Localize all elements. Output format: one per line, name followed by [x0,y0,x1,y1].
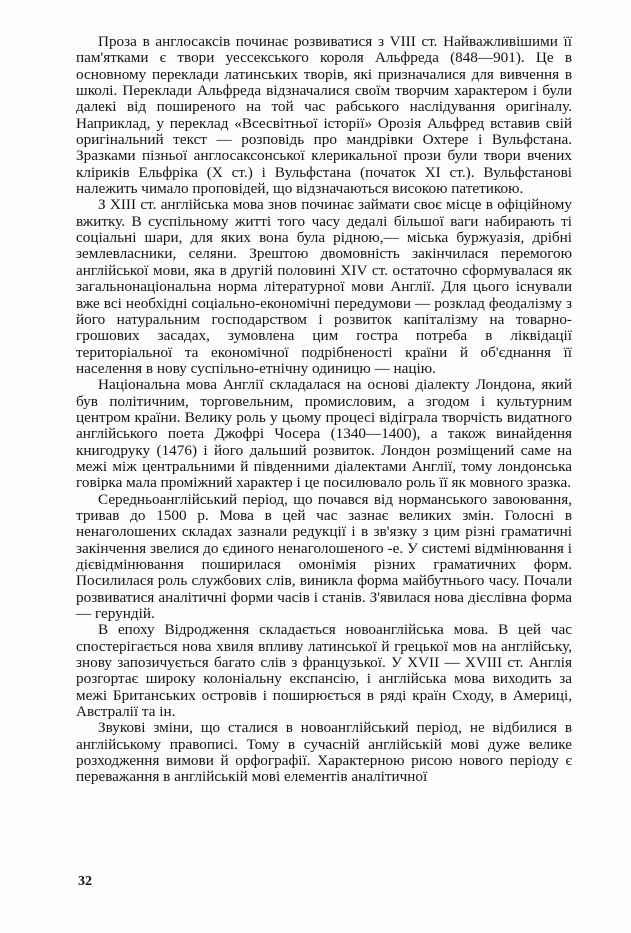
paragraph-official-use: З XIII ст. англійська мова знов починає займати своє місце в офіційному вжитку. В суспільному житті того часу дедалі більшої ваги набирають ті соціальні шари, для яких вона була рідною,— міська буржуазія, дрібні землевласники, селяни. Зрештою двомовність закінчилася перемогою англійської мови, яка в другій половині XIV ст. остаточно сформувалася як загальнонаціональна норма літературної мови Англії. Для цього існували вже всі необхідні соціально-економічні передумови — розклад феодалізму з його натуральним господарством і розвиток капіталізму на товарно-грошових засадах, зумовлена цим гостра потреба в ліквідації територіальної та економічної подрібненості країни й об'єднання її населення в нову суспільно-етнічну одиницю — націю. [76,196,572,377]
paragraph-sound-changes: Звукові зміни, що сталися в новоанглійський період, не відбилися в англійському правописі. Тому в сучасній англійській мові дуже велике розходження вимови й орфографії. Характерною рисою нового періоду є переважання в англійській мові елементів аналітичної [76,719,572,786]
page-number: 32 [78,874,92,889]
paragraph-prose-anglo-saxons: Проза в англосаксів починає розвиватися з VIII ст. Найважливішими її пам'ятками є твори уессекського короля Альфреда (848—901). Це в основному переклади латинських творів, які призначалися для вивчення в школі. Переклади Альфреда відзначалися своїм творчим характером і були далекі від поширеного на той час рабського наслідування оригіналу. Наприклад, у переклад «Всесвітньої історії» Орозія Альфред вставив свій оригінальний текст — розповідь про мандрівки Охтере і Вульфстана. Зразками пізньої англосаксонської клерикальної прози були твори вчених кліриків Ельфріка (X ст.) і Вульфстана (початок XI ст.). Вульфстанові належить чимало проповідей, що відзначаються високою патетикою. [76,33,572,198]
paragraph-national-language: Національна мова Англії складалася на основі діалекту Лондона, який був політичним, торговельним, промисловим, а згодом і культурним центром країни. Велику роль у цьому процесі відіграла творчість видатного англійського поета Джофрі Чосера (1340—1400), а також винайдення книгодруку (1476) і його дальший розвиток. Лондон розміщений саме на межі між центральними й південними діалектами Англії, тому лондонська говірка мала проміжний характер і це посилювало роль її як мовного зразка. [76,376,572,492]
paragraph-middle-english: Середньоанглійський період, що почався від норманського завоювання, тривав до 1500 р. Мова в цей час зазнає великих змін. Голосні в ненаголошених складах зазнали редукції і в зв'язку з цим різні граматичні закінчення звелися до єдиного ненаголошеного -e. У системі відмінювання і дієвідмінювання поширилася омонімія різних граматичних форм. Посилилася роль службових слів, виникла форма майбутнього часу. Почали розвиватися аналітичні форми часів і станів. З'явилася нова дієслівна форма — герундій. [76,490,572,623]
page-body [76,34,572,786]
paragraph-renaissance: В епоху Відродження складається новоанглійська мова. В цей час спостерігається нова хвиля впливу латинської й грецької мов на англійську, знову запозичується багато слів з французької. У XVII — XVIII ст. Англія розгортає широку колоніальну експансію, і англійська мова виходить за межі Британських островів і поширюється в ряді країн Сходу, в Америці, Австралії та ін. [76,621,572,721]
